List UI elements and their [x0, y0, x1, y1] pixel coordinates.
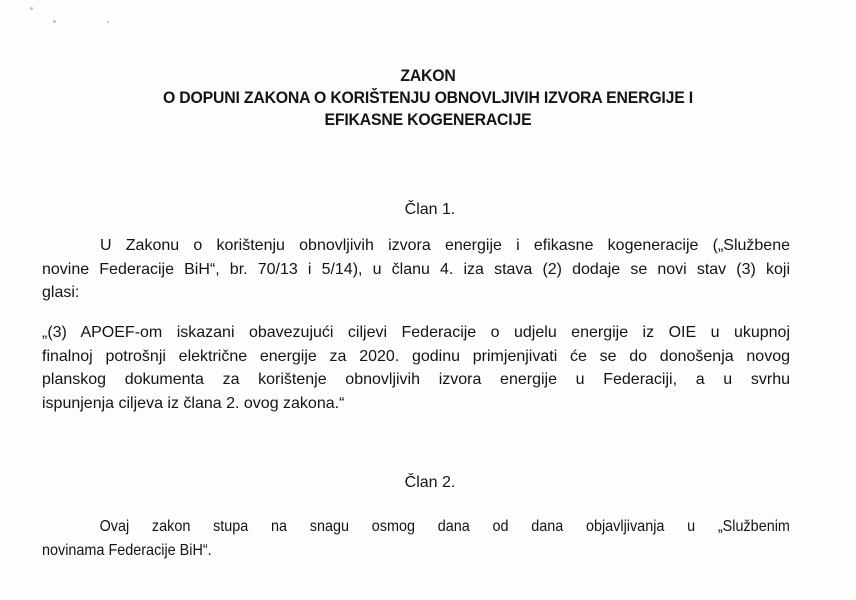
paragraph-line: Ovaj zakon stupa na snagu osmog dana od dana objavljivanja u „Službenim [99, 518, 790, 535]
paragraph-line: novine Federacije BiH“, br. 70/13 i 5/14), u članu 4. iza stava (2) dodaje se novi stav (3) koji [42, 260, 790, 278]
scan-speck [53, 20, 56, 23]
article-1-quoted-paragraph [42, 321, 790, 415]
law-title: ZAKON [400, 66, 456, 85]
article-2-heading: Član 2. [404, 474, 456, 491]
article-2-paragraph [42, 515, 790, 562]
paragraph-line: glasi: [42, 284, 80, 301]
paragraph-line: novinama Federacije BiH“. [42, 541, 212, 559]
scan-speck [30, 7, 33, 10]
article-1-heading: Član 1. [404, 201, 456, 218]
paragraph-line: U Zakonu o korištenju obnovljivih izvora energije i efikasne kogeneracije („Službene [100, 237, 790, 254]
law-subtitle-line-1: O DOPUNI ZAKONA O KORIŠTENJU OBNOVLJIVIH IZVORA ENERGIJE I [162, 88, 694, 107]
paragraph-line: ispunjenja ciljeva iz člana 2. ovog zakona.“ [42, 394, 345, 412]
paragraph-line: finalnoj potrošnji električne energije za 2020. godinu primjenjivati će se do donošenja novog [42, 347, 790, 365]
paragraph-line: „(3) APOEF-om iskazani obavezujući ciljevi Federacije o udjelu energije iz OIE u ukupnoj [42, 324, 790, 341]
scan-speck [107, 21, 109, 23]
paragraph-line: planskog dokumenta za korištenje obnovljivih izvora energije u Federaciji, a u svrhu [42, 371, 790, 388]
article-1-intro-paragraph [42, 234, 790, 305]
condensed-text-block [42, 515, 790, 562]
law-subtitle-line-2: EFIKASNE KOGENERACIJE [324, 110, 532, 129]
